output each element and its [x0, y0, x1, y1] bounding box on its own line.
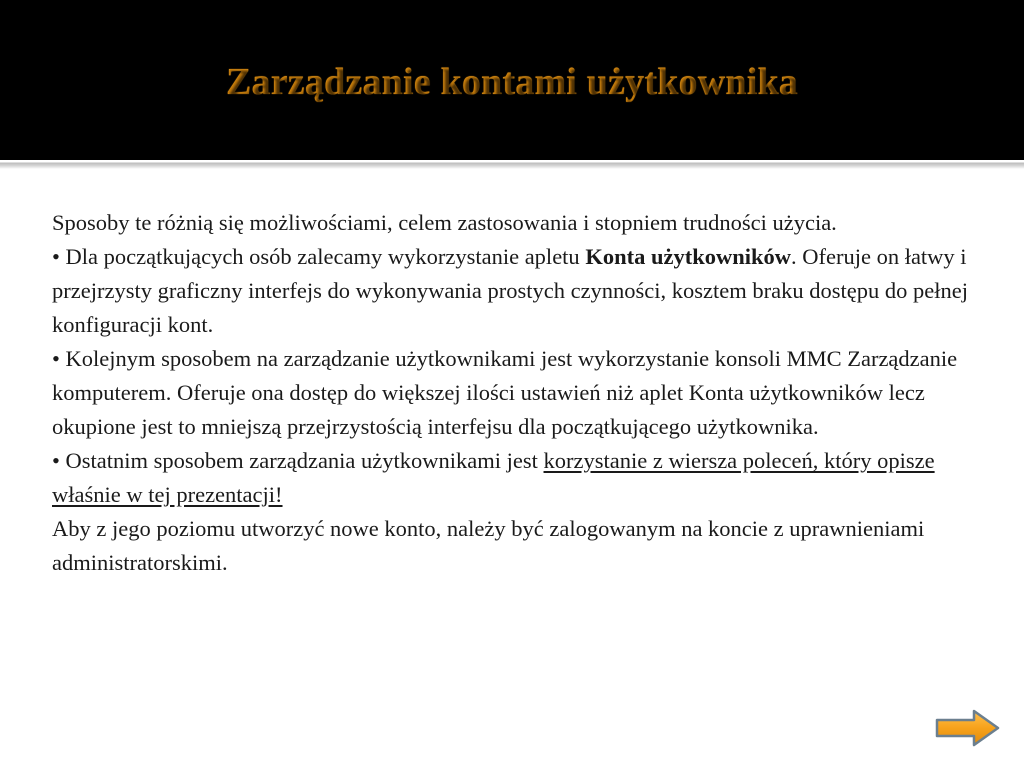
header-divider — [0, 160, 1024, 170]
bullet-text-start: Ostatnim sposobem zarządzania użytkownikami jest — [65, 448, 544, 473]
bullet-text-start: Dla początkujących osób zalecamy wykorzystanie apletu — [65, 244, 586, 269]
closing-paragraph: Aby z jego poziomu utworzyć nowe konto, należy być zalogowanym na koncie z uprawnieniami administratorskimi. — [52, 516, 925, 575]
next-slide-button[interactable] — [934, 708, 1002, 748]
slide-header — [0, 0, 1024, 160]
bullet-marker: • — [52, 346, 60, 371]
intro-paragraph: Sposoby te różnią się możliwościami, celem zastosowania i stopniem trudności użycia. — [52, 210, 837, 235]
bullet-text: Kolejnym sposobem na zarządzanie użytkownikami jest wykorzystanie konsoli MMC Zarządzanie komputerem. Oferuje ona dostęp do większej ilości ustawień niż aplet Konta użytkowników lecz okupione jest to mniejszą przejrzystością interfejsu dla początkującego użytkownika. — [52, 346, 958, 439]
arrow-right-icon — [934, 708, 1002, 748]
slide-title: Zarządzanie kontami użytkownika — [0, 56, 1024, 108]
bullet-text-bold: Konta użytkowników — [585, 244, 791, 269]
underlined-text: korzystanie z wiersza poleceń, który opisze właśnie w tej prezentacji! — [52, 448, 935, 507]
bullet-marker: • — [52, 448, 60, 473]
bullet-item-mmc — [52, 342, 982, 444]
slide-body — [52, 206, 982, 580]
bullet-item-command-line — [52, 444, 982, 512]
bullet-item-applet — [52, 240, 982, 342]
bullet-text-end: . Oferuje on łatwy i przejrzysty graficzny interfejs do wykonywania prostych czynności, kosztem braku dostępu do pełnej konfiguracji kont. — [52, 244, 968, 337]
bullet-marker: • — [52, 244, 60, 269]
